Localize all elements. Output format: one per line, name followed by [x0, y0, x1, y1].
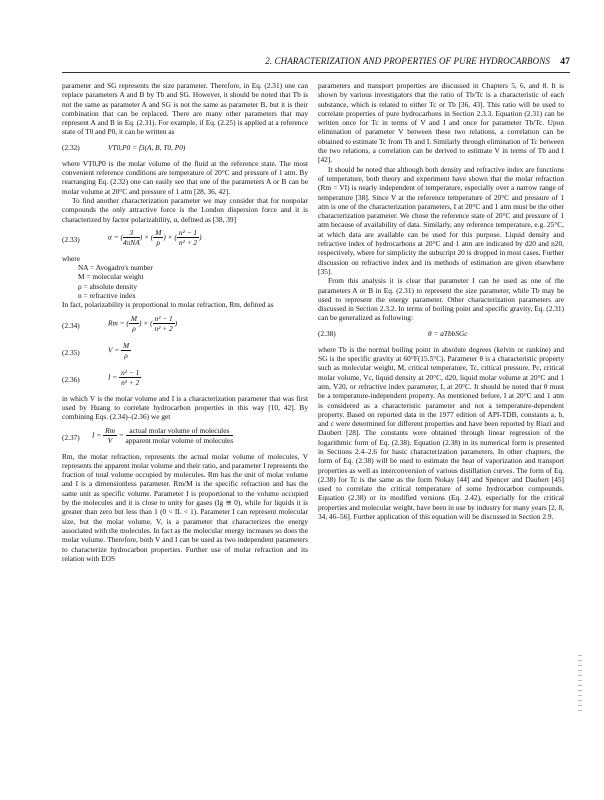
running-title: 2. CHARACTERIZATION AND PROPERTIES OF PURE HYDROCARBONS [265, 56, 550, 66]
page-number: 47 [560, 57, 570, 67]
equation-lhs: I = [108, 372, 118, 382]
running-header [62, 56, 570, 70]
fraction: $\frac{Rm}{V}$ [105, 425, 115, 445]
equation-2-32 [62, 140, 308, 156]
paragraph: To find another characterization parameter we may consider that for nonpolar compounds the only attractive force is the London dispersion force and it is characterized by factor polarizability, α, defined as [38, 39] [62, 195, 308, 224]
equation-lhs: I = [92, 430, 102, 440]
definition-item: ρ = absolute density [78, 281, 138, 291]
fraction: $\frac{\text{actual molar volume of molecules}}{\text{apparent molar volume of molecules}}$ [125, 425, 234, 445]
equation-2-35 [62, 340, 308, 364]
equation-2-38 [318, 326, 564, 342]
paragraph: parameter and SG represents the size parameter. Therefore, in Eq. (2.31) one can replace parameters A and B by Tb and SG. However, it should be noted that Tb is not the same as parameter A and SG is not the same as parameter B, but it is their combination that can be replaced. There are many other parameters that may represent A and B in Eq. (2.31). For example, if Eq. (2.25) is applied at a reference state of T0 and P0, it can be written as [62, 81, 308, 137]
paragraph: It should be noted that although both density and refractive index are functions of temperature, both theory and experiment have shown that the molar refraction (Rm = VI) is nearly independent of temperature, especially over a narrow range of temperature [38]. Since V at the reference temperature of 20°C and pressure of 1 atm is one of the characterization parameters, I at 20°C and 1 atm must be the other characterization parameter. We chose the reference state of 20°C and pressure of 1 atm because of availability of data. Similarly, any reference temperature, e.g. 25°C, at which data are available can be used for this purpose. Liquid density and refractive index of hydrocarbons at 20°C and 1 atm are indicated by d20 and n20, respectively, where for simplicity the subscript 20 is dropped in most cases. Further discussion on refractive index and its methods of estimation are given elsewhere [35]. [318, 164, 564, 276]
fraction: $\frac{\text{n² − 1}}{\text{n² + 2}}$ [121, 367, 140, 387]
equation-number: (2.37) [62, 432, 80, 442]
symbol-definitions [78, 263, 308, 300]
equation-number: (2.35) [62, 347, 80, 357]
equation-lhs: V = [108, 345, 120, 355]
equation-2-33: (2.33) α = ( $\frac{3}{\text{4πNA}}$ ) × ( $\frac{M}{\rho}$ ) × ( $\frac{\text{n² − 1}}{\text{n² + 2}}$ ) [62, 227, 202, 248]
equation-2-34: (2.34) Rm = ( $\frac{M}{\rho}$ ) × ( $\frac{\text{n² − 1}}{\text{n² + 2}}$ ) [62, 313, 178, 333]
fraction: $\frac{M}{\rho}$ [130, 313, 138, 333]
where-label: where [62, 253, 80, 263]
paragraph: parameters and transport properties are discussed in Chapters 5, 6, and 8. It is shown by various investigators that the ratio of Tb/Tc is a characteristic of each substance, which is related to either Tc or Tb [36, 43]. This ratio will be used to correlate properties of pure hydrocarbons in Section 2.3.3. Equation (2.31) can be written once for Tc in terms of V and I and once for parameter Tb/Tc. Upon elimination of parameter V between these two relations, a correlation can be obtained to estimate Tc from Tb and I. Similarly through elimination of Tc between the two relations, a correlation can be derived to estimate V in terms of Tb and I [42]. [318, 81, 564, 165]
paragraph: where Tb is the normal boiling point in absolute degrees (kelvin or rankine) and SG is the specific gravity at 60°F(15.5°C). Parameter θ is a characteristic property such as molecular weight, M, critical temperature, Tc, critical pressure, Pc, critical molar volume, Vc, liquid density at 20°C, d20, liquid molar volume at 20°C and 1 atm, V20, or refractive index parameter, I, at 20°C. It should be noted that θ must be a temperature-independent property. As mentioned before, I at 20°C and 1 atm is considered as a characteristic parameter and not a temperature-dependent property. Based on reported data in the 1977 edition of API-TDB, constants a, b, and c were determined for different properties and have been reported by Riazi and Daubert [28]. The constants were obtained through linear regression of the logarithmic form of Eq. (2.38). Equation (2.38) in its numerical form is presented in Sections 2.4–2.6 for basic characterization parameters. In other chapters, the form of Eq. (2.38) will be used to estimate the heat of vaporization and transport properties as well as interconversion of various distillation curves. The form of Eq. (2.38) for Tc is the same as the form Nokay [44] and Spencer and Daubert [45] used to correlate the critical temperature of some hydrocarbon compounds. Equation (2.38) or its modified versions (Eq. 2.42), especially for the critical properties and molecular weight, have been in use by industry for many years [2, 8, 34, 46–56]. Further application of this equation will be discussed in Section 2.9. [318, 344, 564, 522]
equation-number: (2.32) [62, 142, 80, 152]
equation-number: (2.36) [62, 374, 80, 384]
equation-body: θ = aTbbSGc [428, 328, 468, 338]
definition-item: M = molecular weight [78, 272, 144, 282]
paragraph: Rm, the molar refraction, represents the actual molar volume of molecules, V represents the apparent molar volume and their ratio, and parameter I represents the fraction of total volume occupied by molecules. Rm has the unit of molar volume and I is a dimensionless parameter. Rm/M is the specific refraction and has the same unit as specific volume. Parameter I is proportional to the volume occupied by the molecules and it is close to unity for gases (Ig ≅ 0), while for liquids it is greater than zero but less than 1 (0 < IL < 1). Parameter I can represent molecular size, but the molar volume, V, is a parameter that characterizes the energy associated with the molecules. In fact as the molecular energy increases so does the molar volume. Therefore, both V and I can be used as two independent parameters to characterize hydrocarbon properties. Further use of molar refraction and its relation with EOS [62, 451, 308, 563]
fraction: $\frac{\text{n² − 1}}{\text{n² + 2}}$ [154, 313, 173, 333]
equation-body: VT0,P0 = f3(A, B, T0, P0) [108, 142, 186, 152]
fraction: $\frac{\text{n² − 1}}{\text{n² + 2}}$ [178, 227, 198, 248]
equation-lhs: α = [108, 232, 119, 242]
definition-item: n = refractive index [78, 291, 136, 301]
paragraph: In fact, polarizability is proportional to molar refraction, Rm, defined as [62, 300, 274, 310]
equation-number: (2.38) [318, 328, 336, 338]
paragraph: in which V is the molar volume and I is a characterization parameter that was first used by Huang to correlate hydrocarbon properties in this way [10, 42]. By combining Eqs. (2.34)–(2.36) we get [62, 393, 308, 422]
equation-number: (2.33) [62, 234, 80, 244]
fraction: $\frac{3}{\text{4πNA}}$ [122, 227, 140, 248]
equation-2-37: (2.37) I = $\frac{Rm}{V}$ = $\frac{\text{actual molar volume of molecules}}{\text{apparent molar volume of molecules}}$ [62, 425, 234, 445]
header-rule [62, 72, 570, 73]
paragraph: From this analysis it is clear that parameter I can be used as one of the parameters A or B in Eq. (2.31) to represent the size parameter, while Tb may be used to represent the energy parameter. Other characterization parameters are discussed in Section 2.3.2. In terms of boiling point and specific gravity, Eq. (2.31) can be generalized as following: [318, 276, 564, 323]
fraction: $\frac{M}{\rho}$ [123, 340, 130, 360]
right-column [318, 81, 564, 521]
left-column [62, 81, 308, 563]
definition-item: NA = Avogadro's number [78, 263, 153, 273]
paragraph: where VT0,P0 is the molar volume of the fluid at the reference state. The most convenient reference conditions are temperature of 20°C and pressure of 1 atm. By rearranging Eq. (2.32) one can easily see that one of the parameters A or B can be molar volume at 20°C and pressure of 1 atm [28, 36, 42]. [62, 158, 308, 196]
equation-lhs: Rm = [108, 318, 125, 328]
margin-dots [578, 655, 582, 715]
equation-2-36 [62, 367, 308, 391]
equation-number: (2.34) [62, 320, 80, 330]
fraction: $\frac{M}{\rho}$ [155, 227, 162, 248]
